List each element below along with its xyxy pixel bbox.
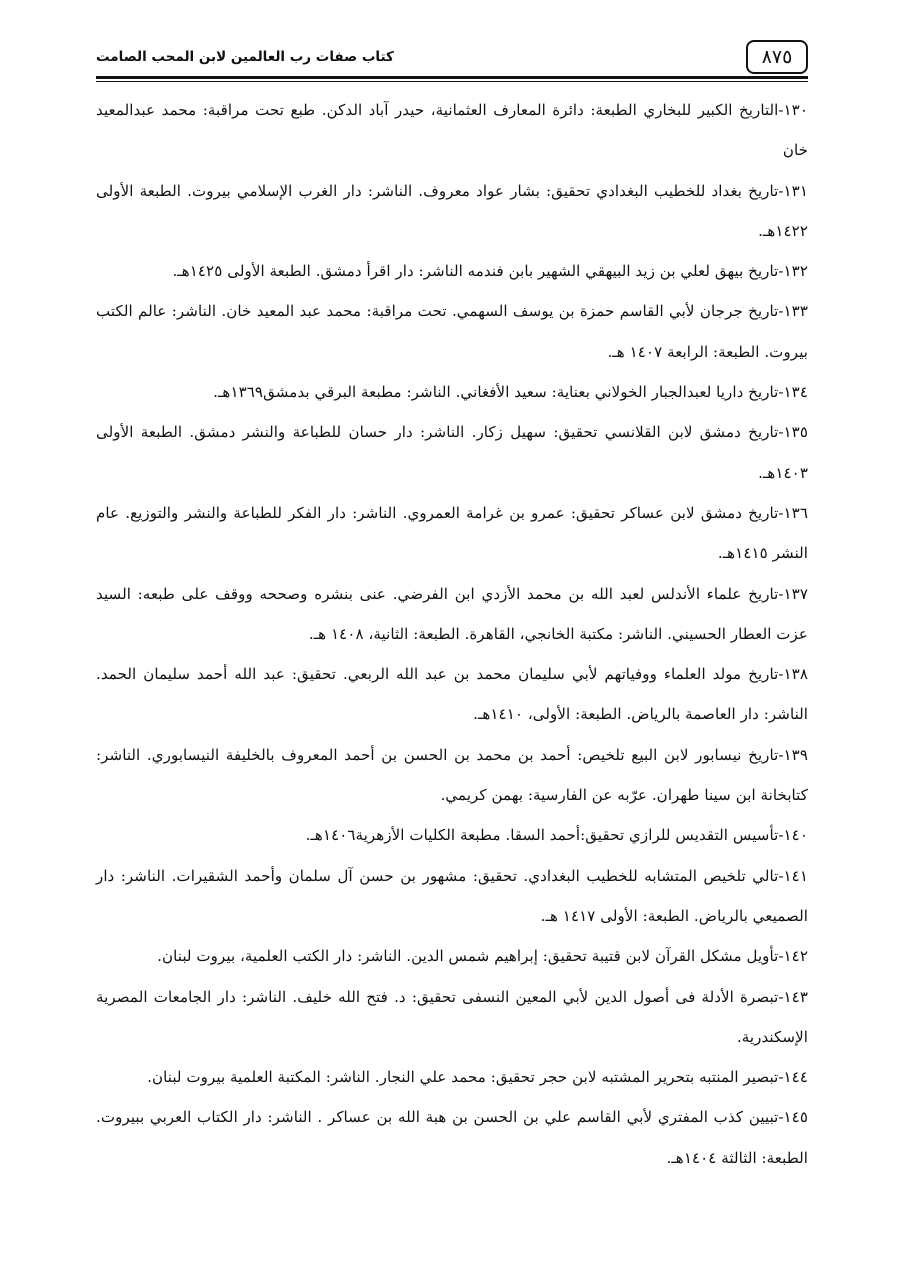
bibliography-entry-144: ١٤٤-تبصير المنتبه بتحرير المشتبه لابن حجر تحقيق: محمد علي النجار. الناشر: المكتبة العلمية بيروت لبنان. — [147, 1068, 808, 1087]
book-title: كتاب صفات رب العالمين لابن المحب الصامت — [96, 49, 394, 65]
bibliography-entry-142: ١٤٢-تأويل مشكل القرآن لابن قتيبة تحقيق: إبراهيم شمس الدين. الناشر: دار الكتب العلمية، بيروت لبنان. — [157, 947, 808, 966]
bibliography-entry-131: ١٣١-تاريخ بغداد للخطيب البغدادي تحقيق: بشار عواد معروف. الناشر: دار الغرب الإسلامي بيروت. الطبعة الأولى ١٤٢٢هـ. — [96, 181, 808, 240]
bibliography-entry-134: ١٣٤-تاريخ داريا لعبدالجبار الخولاني بعناية: سعيد الأفغاني. الناشر: مطبعة البرقي بدمشق١٣٦٩هـ. — [213, 383, 808, 402]
bibliography-entry-135: ١٣٥-تاريخ دمشق لابن القلانسي تحقيق: سهيل زكار. الناشر: دار حسان للطباعة والنشر دمشق. الطبعة الأولى ١٤٠٣هـ. — [96, 423, 808, 482]
bibliography-entry-138: ١٣٨-تاريخ مولد العلماء ووفياتهم لأبي سليمان محمد بن عبد الله الربعي. تحقيق: عبد الله أحمد سليمان الحمد. الناشر: دار العاصمة بالرياض. الطبعة: الأولى، ١٤١٠هـ. — [96, 665, 808, 724]
bibliography-entry-143: ١٤٣-تبصرة الأدلة فى أصول الدين لأبي المعين النسفى تحقيق: د. فتح الله خليف. الناشر: دار الجامعات المصرية الإسكندرية. — [96, 987, 808, 1046]
bibliography-entry-139: ١٣٩-تاريخ نيسابور لابن البيع تلخيص: أحمد بن محمد بن الحسن بن أحمد المعروف بالخليفة النيسابوري. الناشر: كتابخانة ابن سينا طهران. عرّبه عن الفارسية: بهمن كريمي. — [96, 745, 808, 805]
bibliography-entry-132: ١٣٢-تاريخ بيهق لعلي بن زيد البيهقي الشهير بابن فندمه الناشر: دار اقرأ دمشق. الطبعة الأولى ١٤٢٥هـ. — [172, 262, 808, 281]
header-rule-thin — [96, 81, 808, 82]
page-number: ٨٧٥ — [746, 40, 808, 74]
page-header — [96, 38, 808, 82]
bibliography-entry-141: ١٤١-تالي تلخيص المتشابه للخطيب البغدادي. تحقيق: مشهور بن حسن آل سلمان وأحمد الشقيرات. الناشر: دار الصميعي بالرياض. الطبعة: الأولى ١٤١٧ هـ. — [96, 866, 808, 925]
bibliography-entry-137: ١٣٧-تاريخ علماء الأندلس لعبد الله بن محمد الأزدي ابن الفرضي. عنى بنشره وصححه ووقف على طبعه: السيد عزت العطار الحسيني. الناشر: مكتبة الخانجي، القاهرة. الطبعة: الثانية، ١٤٠٨ هـ. — [96, 584, 808, 643]
bibliography-list — [96, 90, 808, 1178]
bibliography-entry-133: ١٣٣-تاريخ جرجان لأبي القاسم حمزة بن يوسف السهمي. تحت مراقبة: محمد عبد المعيد خان. الناشر: عالم الكتب بيروت. الطبعة: الرابعة ١٤٠٧ هـ. — [96, 302, 808, 361]
bibliography-entry-140: ١٤٠-تأسيس التقديس للرازي تحقيق:أحمد السقا. مطبعة الكليات الأزهرية١٤٠٦هـ. — [305, 826, 808, 845]
bibliography-entry-136: ١٣٦-تاريخ دمشق لابن عساكر تحقيق: عمرو بن غرامة العمروي. الناشر: دار الفكر للطباعة والنشر والتوزيع. عام النشر ١٤١٥هـ. — [96, 503, 808, 563]
bibliography-entry-130: ١٣٠-التاريخ الكبير للبخاري الطبعة: دائرة المعارف العثمانية، حيدر آباد الدكن. طبع تحت مراقبة: محمد عبدالمعيد خان — [96, 101, 808, 160]
header-rule-thick — [96, 76, 808, 79]
bibliography-entry-145: ١٤٥-تبيين كذب المفتري لأبي القاسم علي بن الحسن بن هبة الله بن عساكر . الناشر: دار الكتاب العربي ببيروت. الطبعة: الثالثة ١٤٠٤هـ. — [96, 1108, 808, 1167]
